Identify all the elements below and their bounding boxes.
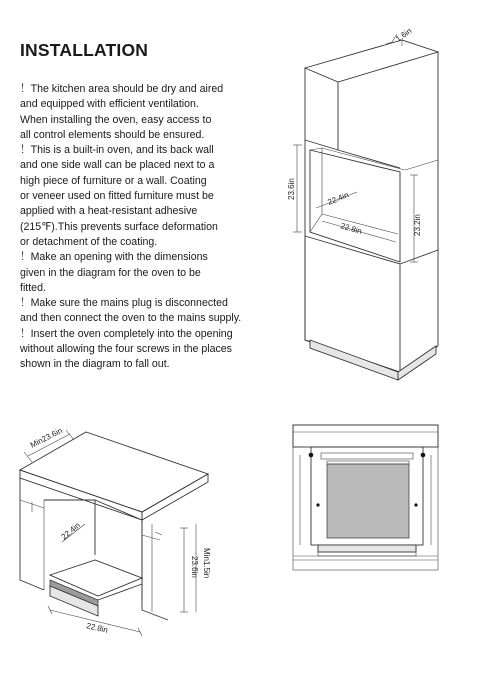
instruction-line: all control elements should be ensured. xyxy=(20,128,205,141)
opening-depth-label: 22.4in xyxy=(59,520,82,542)
gap-dimension-label: 1.6in xyxy=(393,26,414,44)
width-dimension-label: 22.8in xyxy=(339,221,363,236)
depth-dimension-label: 22.4in xyxy=(326,190,350,207)
instruction-line: given in the diagram for the oven to be xyxy=(20,266,201,279)
instruction-line: applied with a heat-resistant adhesive xyxy=(20,205,198,218)
instruction-line: ！Make an opening with the dimensions xyxy=(20,251,208,264)
screw-icon xyxy=(421,453,426,458)
oven-door-glass xyxy=(327,464,409,538)
counter-depth-label: Min23.6in xyxy=(28,426,64,450)
page-title: INSTALLATION xyxy=(20,40,149,60)
instruction-line: ！Make sure the mains plug is disconnected xyxy=(20,297,228,310)
instruction-line: or detachment of the coating. xyxy=(20,235,158,248)
opening-width-label: 22.8in xyxy=(85,621,109,635)
instruction-line: When installing the oven, easy access to xyxy=(20,113,212,126)
instruction-line: shown in the diagram to fall out. xyxy=(20,358,170,371)
opening-height-label: 23.6in xyxy=(190,556,199,578)
screw-icon xyxy=(309,453,314,458)
instruction-line: fitted. xyxy=(20,281,46,294)
instruction-line: ！The kitchen area should be dry and aired xyxy=(20,83,224,95)
min-gap-label: Min1.5in xyxy=(202,548,211,579)
instruction-line: ！Insert the oven completely into the opening xyxy=(20,327,233,340)
screw-icon xyxy=(414,503,417,506)
instruction-line: and then connect the oven to the mains supply. xyxy=(20,312,242,325)
instruction-line: or veneer used on fitted furniture must be xyxy=(20,190,214,203)
instruction-line: high piece of furniture or a wall. Coating xyxy=(20,174,207,187)
height-dimension-label: 23.6in xyxy=(287,178,296,200)
instruction-line: and equipped with efficient ventilation. xyxy=(20,98,199,111)
instruction-line: (215℉).This prevents surface deformation xyxy=(20,220,218,233)
screw-icon xyxy=(316,503,319,506)
instruction-line: without allowing the four screws in the places xyxy=(20,343,232,356)
instruction-line: ！This is a built-in oven, and its back wall xyxy=(20,144,214,157)
inner-height-dimension-label: 23.2in xyxy=(413,214,422,236)
instruction-line: and one side wall can be placed next to a xyxy=(20,159,215,172)
